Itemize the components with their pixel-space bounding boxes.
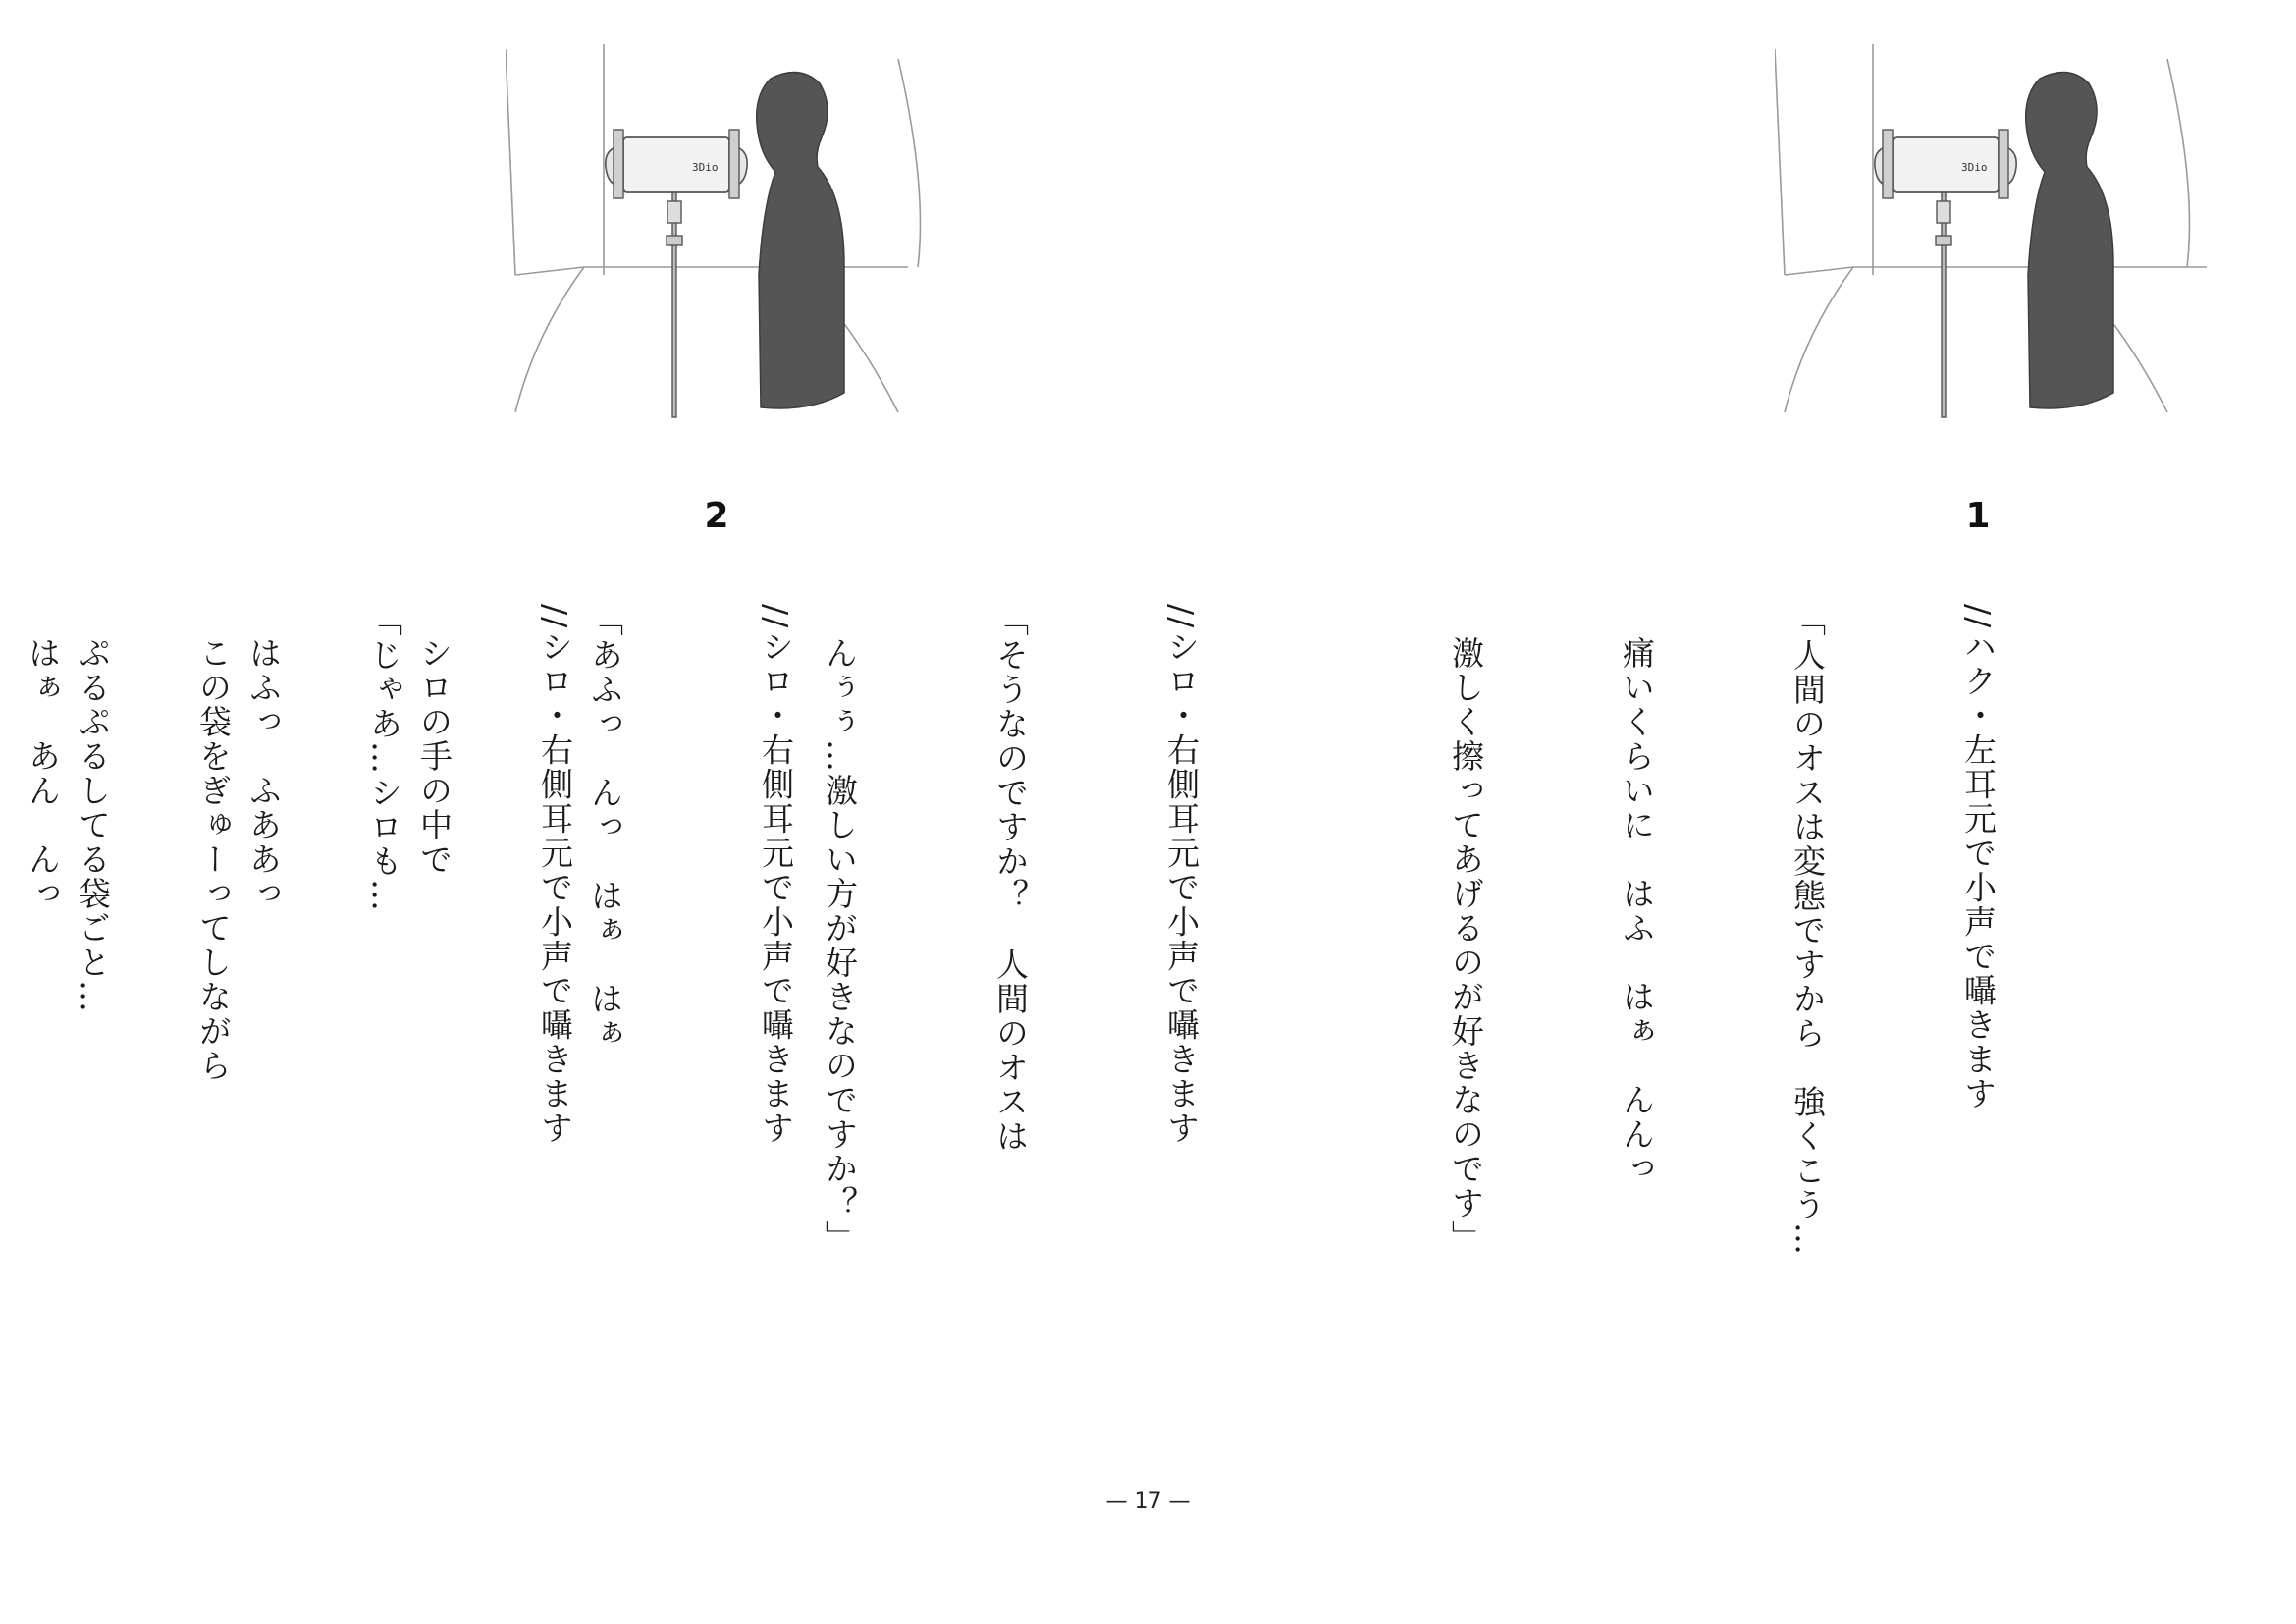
dialogue-line: 「そうなのですか？ 人間のオスは	[991, 604, 1030, 1154]
section-number-2: 2	[704, 496, 729, 536]
page-number: — 17 —	[1105, 1489, 1191, 1514]
dialogue-line: ぷるぷるしてる袋ごと…	[74, 636, 112, 1014]
direction-line: //シロ・右側耳元で小声で囁きます	[757, 604, 795, 1146]
dialogue-line: シロの手の中で	[415, 636, 454, 877]
illustration-binaural-mic-left	[506, 39, 947, 422]
illustration-binaural-mic-right	[1775, 39, 2216, 422]
person-silhouette	[757, 73, 844, 408]
device-label: 3Dio	[1961, 161, 1988, 174]
direction-line: //シロ・右側耳元で小声で囁きます	[1162, 604, 1201, 1146]
device-label: 3Dio	[692, 161, 719, 174]
dialogue-line: 「あふっ んっ はぁ はぁ	[586, 604, 624, 1051]
binaural-recording-scene	[506, 39, 947, 422]
dialogue-line: はぁ あん んっ	[24, 636, 62, 911]
direction-line: //シロ・右側耳元で小声で囁きます	[536, 604, 574, 1146]
binaural-recording-scene	[1775, 39, 2216, 422]
dialogue-line: 「じゃあ…シロも…	[365, 604, 403, 913]
binaural-microphone	[1875, 130, 2016, 198]
dialogue-line: 痛いくらいに はふ はぁ んんっ	[1618, 636, 1656, 1186]
binaural-microphone	[606, 130, 747, 198]
dialogue-line: んぅぅ…激しい方が好きなのですか？」	[821, 636, 859, 1255]
direction-line: //ハク・左耳元で小声で囁きます	[1959, 604, 1998, 1111]
section-number-1: 1	[1965, 496, 1991, 536]
dialogue-line: この袋をぎゅーってしながら	[194, 636, 233, 1083]
person-silhouette	[2026, 73, 2113, 408]
dialogue-line: 「人間のオスは変態ですから 強くこう…	[1789, 604, 1827, 1257]
dialogue-line: はふっ ふああっ	[244, 636, 283, 911]
dialogue-line: 激しく擦ってあげるのが好きなのです」	[1447, 636, 1485, 1255]
